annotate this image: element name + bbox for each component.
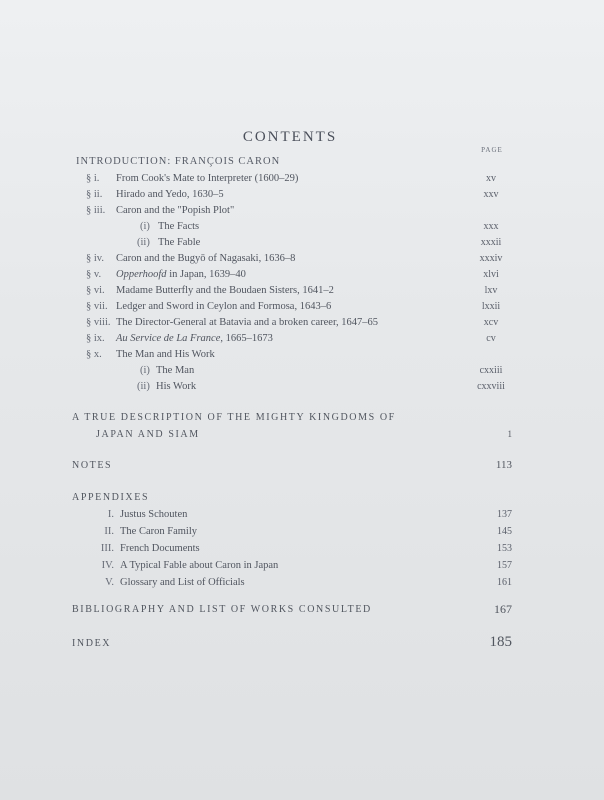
entry-page: lxv xyxy=(484,285,498,296)
subsection-number: (ii) xyxy=(137,237,150,248)
entry-page: xxxiv xyxy=(479,253,503,264)
entry-title: Ledger and Sword in Ceylon and Formosa, 1643–6 xyxy=(116,301,332,312)
page-column-label: PAGE xyxy=(481,146,503,154)
appendix-title: A Typical Fable about Caron in Japan xyxy=(120,560,279,571)
index-page: 185 xyxy=(489,634,512,650)
subsection-number: (i) xyxy=(140,365,150,376)
entry-title: Caron and the "Popish Plot" xyxy=(116,205,235,216)
notes-page: 113 xyxy=(495,459,512,471)
section-number: § ii. xyxy=(86,189,103,200)
true-description-page: 1 xyxy=(507,429,512,439)
section-number: § vii. xyxy=(86,301,108,312)
section-number: § x. xyxy=(86,349,102,360)
appendix-entry xyxy=(0,509,604,525)
index-heading: INDEX xyxy=(72,638,112,649)
entry-title xyxy=(116,269,246,280)
toc-entry xyxy=(0,269,604,285)
entry-title-rest: in Japan, 1639–40 xyxy=(166,269,246,280)
entry-page: xv xyxy=(486,173,496,184)
entry-title: Hirado and Yedo, 1630–5 xyxy=(116,189,224,200)
introduction-heading: INTRODUCTION: FRANÇOIS CARON xyxy=(76,156,281,167)
bibliography-heading: BIBLIOGRAPHY AND LIST OF WORKS CONSULTED xyxy=(72,604,372,615)
toc-entry xyxy=(0,349,604,365)
appendix-number: II. xyxy=(104,526,114,537)
appendix-page: 161 xyxy=(497,577,512,588)
appendix-number: IV. xyxy=(101,560,114,571)
entry-title: The Man and His Work xyxy=(116,349,215,360)
entry-title-italic: Opperhoofd xyxy=(116,269,167,280)
subsection-number: (i) xyxy=(140,221,150,232)
appendix-title: Justus Schouten xyxy=(120,509,188,520)
section-number: § iv. xyxy=(86,253,104,264)
appendix-entry xyxy=(0,560,604,576)
entry-page: xxx xyxy=(483,221,499,232)
entry-title: Caron and the Bugyō of Nagasaki, 1636–8 xyxy=(116,253,296,264)
section-number: § ix. xyxy=(86,333,105,344)
toc-entry xyxy=(0,253,604,269)
appendix-page: 153 xyxy=(497,543,512,554)
entry-page: lxxii xyxy=(481,301,501,312)
entry-title: The Facts xyxy=(158,221,200,232)
toc-subentry xyxy=(0,237,604,253)
section-number: § v. xyxy=(86,269,102,280)
entry-title: Madame Butterfly and the Boudaen Sisters, 1641–2 xyxy=(116,285,334,296)
entry-page: cv xyxy=(486,333,496,344)
true-description-line1: A TRUE DESCRIPTION OF THE MIGHTY KINGDOMS OF xyxy=(72,412,396,423)
appendix-title: Glossary and List of Officials xyxy=(120,577,245,588)
toc-entry xyxy=(0,285,604,301)
toc-entry xyxy=(0,205,604,221)
entry-title: The Man xyxy=(156,365,195,376)
notes-heading: NOTES xyxy=(72,460,113,471)
appendix-number: III. xyxy=(100,543,114,554)
toc-entry xyxy=(0,189,604,205)
toc-subentry xyxy=(0,365,604,381)
appendixes-heading: APPENDIXES xyxy=(72,492,150,503)
entry-title: His Work xyxy=(156,381,197,392)
appendix-title: The Caron Family xyxy=(120,526,197,537)
appendix-page: 137 xyxy=(497,509,512,520)
entry-title xyxy=(116,333,273,344)
toc-subentry xyxy=(0,381,604,397)
bibliography-page: 167 xyxy=(494,602,512,616)
appendix-entry xyxy=(0,543,604,559)
entry-page: xlvi xyxy=(483,269,499,280)
section-number: § vi. xyxy=(86,285,105,296)
entry-page: xcv xyxy=(483,317,499,328)
toc-subentry xyxy=(0,221,604,237)
appendix-number: V. xyxy=(105,577,114,588)
toc-entry xyxy=(0,333,604,349)
entry-title: The Fable xyxy=(158,237,201,248)
section-number: § i. xyxy=(86,173,100,184)
entry-page: cxxiii xyxy=(479,365,503,376)
toc-entry xyxy=(0,317,604,333)
entry-title: The Director-General at Batavia and a broken career, 1647–65 xyxy=(116,317,379,328)
entry-title-italic: Au Service de La France xyxy=(116,333,221,344)
appendix-number: I. xyxy=(107,509,114,520)
entry-page: xxxii xyxy=(480,237,502,248)
toc-entry xyxy=(0,173,604,189)
appendix-entry xyxy=(0,526,604,542)
entry-page: xxv xyxy=(483,189,499,200)
entry-title: From Cook's Mate to Interpreter (1600–29) xyxy=(116,173,299,184)
entry-page: cxxviii xyxy=(477,381,505,392)
page-title: CONTENTS xyxy=(242,129,338,145)
appendix-page: 145 xyxy=(497,526,512,537)
appendix-entry xyxy=(0,577,604,593)
true-description-line2: JAPAN AND SIAM xyxy=(96,429,200,440)
toc-entry xyxy=(0,301,604,317)
subsection-number: (ii) xyxy=(137,381,150,392)
section-number: § viii. xyxy=(86,317,111,328)
section-number: § iii. xyxy=(86,205,106,216)
appendix-page: 157 xyxy=(497,560,512,571)
entry-title-rest: , 1665–1673 xyxy=(220,333,273,344)
appendix-title: French Documents xyxy=(120,543,200,554)
